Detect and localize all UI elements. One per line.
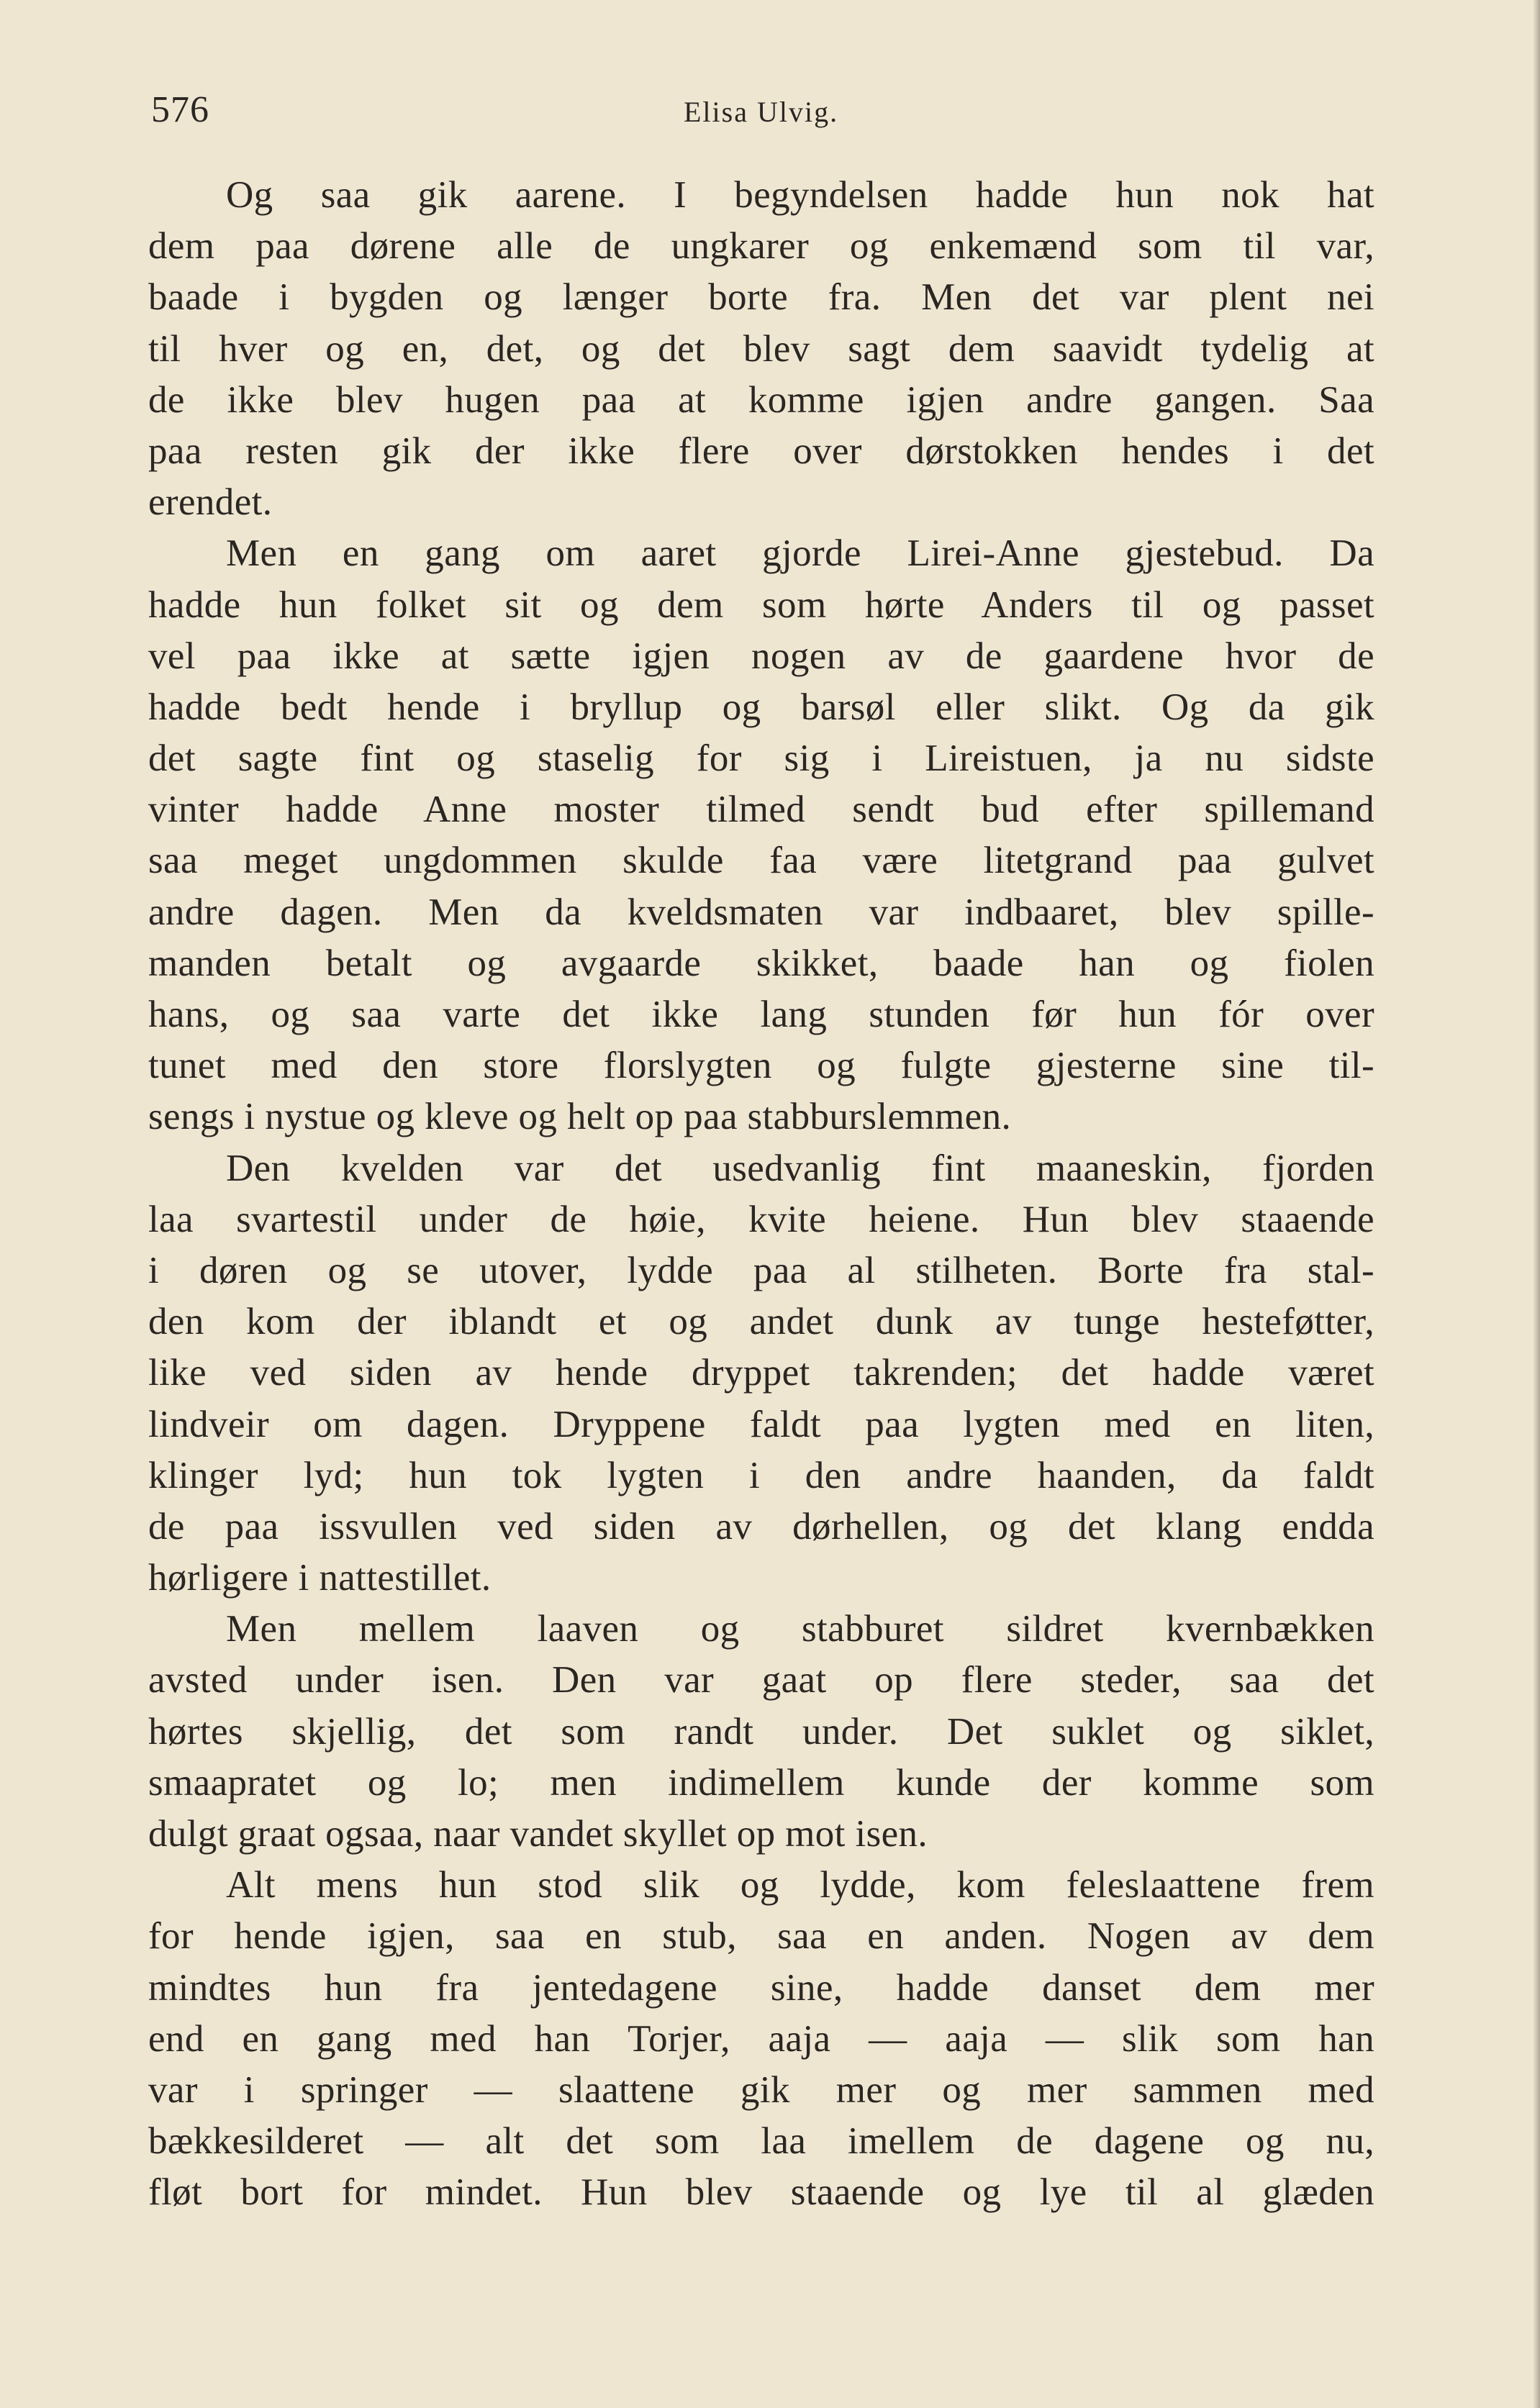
text-line: sengs i nystue og kleve og helt op paa stabburslemmen. — [148, 1096, 1012, 1138]
text-line: Alt mens hun stod slik og lydde, kom feleslaattene frem — [226, 1864, 1374, 1907]
text-line: det sagte fint og staselig for sig i Lireistuen, ja nu sidste — [148, 737, 1374, 780]
body-text — [148, 170, 1374, 2219]
text-line: paa resten gik der ikke flere over dørstokken hendes i det — [148, 430, 1374, 472]
text-line: i døren og se utover, lydde paa al stilheten. Borte fra stal- — [148, 1249, 1374, 1291]
text-line: tunet med den store florslygten og fulgte gjesterne sine til- — [148, 1045, 1374, 1087]
text-line: Og saa gik aarene. I begyndelsen hadde hun nok hat — [226, 174, 1374, 216]
text-line: lindveir om dagen. Dryppene faldt paa lygten med en liten, — [148, 1403, 1374, 1445]
text-line: saa meget ungdommen skulde faa være litetgrand paa gulvet — [148, 840, 1374, 882]
text-line: vinter hadde Anne moster tilmed sendt bud efter spillemand — [148, 789, 1374, 831]
text-line: avsted under isen. Den var gaat op flere steder, saa det — [148, 1659, 1374, 1701]
text-line: Den kvelden var det usedvanlig fint maaneskin, fjorden — [226, 1147, 1374, 1189]
text-line: end en gang med han Torjer, aaja — aaja — slik som han — [148, 2017, 1374, 2060]
text-line: andre dagen. Men da kveldsmaten var indbaaret, blev spille- — [148, 891, 1374, 933]
running-title: Elisa Ulvig. — [684, 96, 839, 128]
running-head — [151, 85, 1374, 135]
text-line: dem paa dørene alle de ungkarer og enkemænd som til var, — [148, 225, 1374, 268]
text-line: den kom der iblandt et og andet dunk av tunge hesteføtter, — [148, 1301, 1374, 1343]
text-line: hadde bedt hende i bryllup og barsøl eller slikt. Og da gik — [148, 686, 1374, 728]
text-line: hørtes skjellig, det som randt under. Det suklet og siklet, — [148, 1710, 1374, 1753]
text-line: klinger lyd; hun tok lygten i den andre haanden, da faldt — [148, 1454, 1374, 1496]
text-line: de ikke blev hugen paa at komme igjen andre gangen. Saa — [148, 378, 1374, 421]
text-line: for hende igjen, saa en stub, saa en anden. Nogen av dem — [148, 1915, 1374, 1958]
text-line: smaapratet og lo; men indimellem kunde der komme som — [148, 1761, 1374, 1804]
text-line: til hver og en, det, og det blev sagt dem saavidt tydelig at — [148, 327, 1374, 370]
text-line: hørligere i nattestillet. — [148, 1557, 492, 1599]
text-line: baade i bygden og længer borte fra. Men det var plent nei — [148, 276, 1374, 319]
text-line: dulgt graat ogsaa, naar vandet skyllet op mot isen. — [148, 1813, 928, 1855]
text-line: var i springer — slaattene gik mer og mer sammen med — [148, 2068, 1374, 2111]
text-line: manden betalt og avgaarde skikket, baade han og fiolen — [148, 942, 1374, 984]
text-line: laa svartestil under de høie, kvite heiene. Hun blev staaende — [148, 1198, 1374, 1240]
page-edge-shadow — [1533, 0, 1540, 2408]
text-line: hadde hun folket sit og dem som hørte Anders til og passet — [148, 583, 1374, 626]
text-line: Men mellem laaven og stabburet sildret kvernbækken — [226, 1608, 1374, 1650]
text-line: vel paa ikke at sætte igjen nogen av de gaardene hvor de — [148, 635, 1374, 677]
text-line: Men en gang om aaret gjorde Lirei-Anne gjestebud. Da — [226, 532, 1374, 575]
text-line: fløt bort for mindet. Hun blev staaende og lye til al glæden — [148, 2171, 1374, 2214]
text-line: erendet. — [148, 481, 273, 524]
text-line: de paa issvullen ved siden av dørhellen, og det klang endda — [148, 1505, 1374, 1548]
text-line: like ved siden av hende dryppet takrenden; det hadde været — [148, 1352, 1374, 1394]
text-line: mindtes hun fra jentedagene sine, hadde danset dem mer — [148, 1966, 1374, 2009]
page-number: 576 — [151, 89, 209, 130]
text-line: bækkesilderet — alt det som laa imellem de dagene og nu, — [148, 2120, 1374, 2163]
text-line: hans, og saa varte det ikke lang stunden før hun fór over — [148, 994, 1374, 1035]
